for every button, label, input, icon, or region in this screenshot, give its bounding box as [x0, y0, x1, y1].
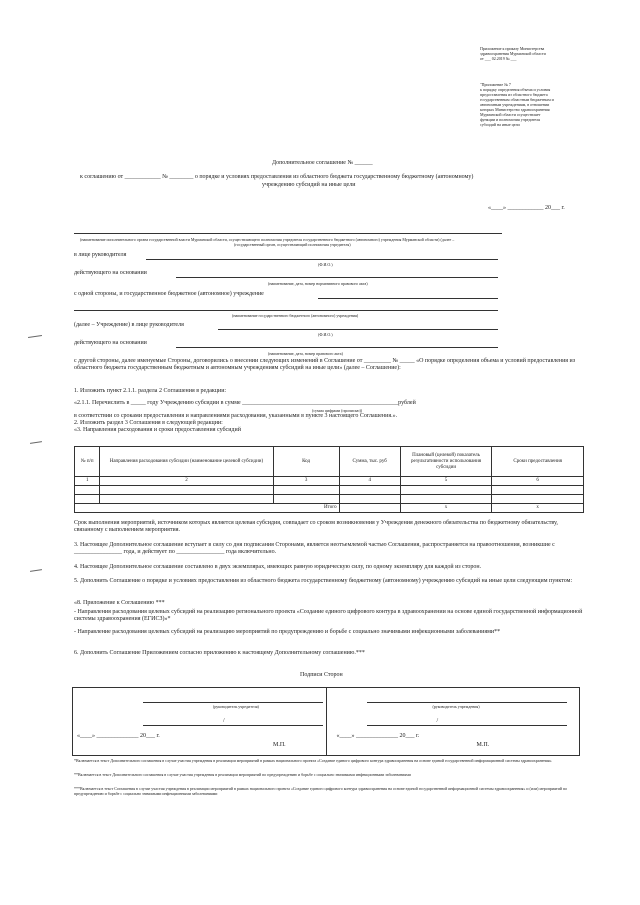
slash-left: /	[223, 718, 225, 724]
institution-line	[318, 298, 498, 299]
item-1: 1. Изложить пункт 2.1.1. раздела 2 Соглашения в редакции:	[74, 388, 227, 394]
sum-caption: (сумма цифрами (прописью))	[312, 408, 363, 413]
signatures-title: Подписи Сторон	[300, 672, 343, 678]
basis-line	[176, 277, 498, 278]
table-total-col5: x	[400, 504, 492, 513]
inst-sign-line	[367, 702, 567, 703]
table-total-label: Итого	[75, 504, 340, 513]
founder-caption-sign: (руководитель учредителя)	[213, 704, 259, 709]
table-header: Плановый (целевой) показатель результативности использования субсидии	[400, 447, 492, 477]
item-6: 6. Дополнить Соглашение Приложением согласно приложению к настоящему Дополнительному соглашению.***	[74, 650, 365, 656]
table-col-number: 2	[100, 477, 273, 486]
table-col-number: 3	[273, 477, 339, 486]
institution-caption: (наименование государственного бюджетного (автономного) учреждения)	[232, 313, 359, 318]
table-row	[75, 495, 584, 504]
institution-line-2	[74, 310, 498, 311]
header-note-line: здравоохранения Мурманской области	[480, 51, 546, 56]
in-person-head: в лице руководителя	[74, 252, 127, 258]
item-5-b: - Направления расходования целевых субсидий на реализацию регионального проекта «Создание единого цифрового контура в здравоохранении на основе единой государственной информационной системы здравоохранения (ЕГИСЗ)»*	[74, 609, 583, 622]
acting-basis-2: действующего на основании	[74, 340, 147, 346]
signatures-table	[72, 687, 580, 756]
founder-mp: М.П.	[273, 742, 286, 748]
institution-caption-sign: (руководитель учреждения)	[432, 704, 480, 709]
doc-subtitle: к соглашению от ____________ № ________ о порядке и условиях предоставления из областного бюджета государственному бюджетному (автономному)	[80, 174, 474, 180]
table-total-col6: x	[492, 504, 584, 513]
footnote-1: *Включается в текст Дополнительного соглашения в случае участия учреждения в реализации мероприятий в рамках национального проекта «Создание единого цифрового контура здравоохранения на основе единой государственной информационной системы здравоохранения»	[74, 758, 552, 763]
form-note-line: которых Министерство здравоохранения	[480, 107, 550, 112]
item-1-text: «2.1.1. Перечислить в _____ году Учреждению субсидии в сумме ____________________________________________________рублей	[74, 400, 416, 406]
header-note-line: от ___ 02.2019 № ___	[480, 56, 517, 61]
founder-caption: (наименование исполнительного органа государственной власти Мурманской области, осуществляющего полномочия учредителя государственного бюджетного (автономного) учреждения Мурманской области) (далее –	[80, 237, 455, 242]
form-note-line: государственным областным бюджетным и	[480, 97, 554, 102]
one-side: с одной стороны, и государственное бюджетное (автономное) учреждение	[74, 291, 264, 297]
table-col-number: 1	[75, 477, 100, 486]
item-5-c: - Направление расходования целевых субсидий на реализацию мероприятий по предупреждению и борьбе с социально значимыми инфекционными заболеваниями**	[74, 629, 501, 635]
signature-cell-founder	[73, 688, 327, 756]
margin-mark	[30, 441, 42, 444]
table-header: Сроки предоставления	[492, 447, 584, 477]
fio-caption: (Ф.И.О.)	[318, 262, 333, 267]
other-side-paragraph: с другой стороны, далее именуемые Стороны, договорились о внесении следующих изменений в Соглашение от _________ № _____ «О порядке определения объема и условий предоставления из областного бюджета государственным бюджетным и автономным учреждениям субсидий на иные цели» (далее – Соглашение):	[74, 358, 576, 371]
form-note-line: функции и полномочия учредителя	[480, 117, 540, 122]
footnote-2: **Включается в текст Дополнительного соглашения в случае участия учреждения в реализации мероприятий по предупреждению и борьбе с социально значимыми инфекционными заболеваниями	[74, 772, 411, 777]
basis-caption: (наименование, дата, номер нормативного правового акта)	[268, 281, 368, 286]
form-note-line: автономным учреждениям, в отношении	[480, 102, 550, 107]
header-note-line: Приложение к приказу Министерства	[480, 46, 545, 51]
table-col-number: 6	[492, 477, 584, 486]
doc-subtitle-cont: учреждению субсидий на иные цели	[262, 182, 356, 188]
founder-line	[74, 233, 502, 234]
founder-sign-line	[143, 702, 323, 703]
form-note-line: предоставления из областного бюджета	[480, 92, 548, 97]
signature-cell-institution	[326, 688, 580, 756]
doc-date: «____» ____________ 20___ г.	[488, 205, 565, 211]
table-header: Направления расходования субсидии (наименование целевой субсидии)	[100, 447, 273, 477]
slash-right: /	[436, 718, 439, 724]
table-col-number: 5	[400, 477, 492, 486]
inst-sign-date: «____» ______________ 20___ г.	[336, 733, 420, 739]
basis-line-2	[176, 347, 498, 348]
head-name-line	[146, 259, 498, 260]
deadline-paragraph: Срок выполнения мероприятий, источником которых является целевая субсидия, совпадает со сроком возникновения у Учреждения денежного обязательства по бюджетному обязательству, связанному с выполнением мероприятия.	[74, 520, 558, 533]
founder-sign-date: «____» ______________ 20___ г.	[77, 733, 160, 739]
item-1-cont: в соответствии со сроками предоставления и направлениями расходования, указанными в пункте 3 настоящего Соглашения.».	[74, 413, 398, 419]
fio-caption-2: (Ф.И.О.)	[318, 332, 333, 337]
inst-sign-line-2	[367, 725, 567, 726]
form-note-line: "Приложение № 7	[480, 82, 511, 87]
subsidy-table	[74, 446, 584, 513]
margin-mark	[28, 335, 42, 338]
table-total-row	[75, 504, 584, 513]
table-header: № п/п	[75, 447, 100, 477]
basis-caption-2: (наименование, дата, номер правового акта)	[268, 351, 343, 356]
inst-head-line	[218, 329, 498, 330]
founder-sign-line-2	[143, 725, 323, 726]
form-note	[480, 82, 554, 127]
footnote-3: ***Включается в текст Соглашения в случае участия учреждения в реализации мероприятий в рамках национального проекта «Создание единого цифрового контура здравоохранения на основе единой государственной информационной системы здравоохранения» и (или) мероприятий по предупреждению и борьбе с социально значимыми инфекционными заболеваниями	[74, 786, 568, 796]
table-col-number: 4	[339, 477, 400, 486]
doc-title: Дополнительное соглашение № ______	[272, 160, 373, 166]
inst-mp: М.П.	[476, 742, 490, 748]
founder-caption-2: (государственный орган, осуществляющий полномочия учредителя)	[234, 242, 351, 247]
form-note-line: к порядку определения объема и условия	[480, 87, 551, 92]
header-note	[480, 46, 546, 61]
hereinafter-institution: (далее – Учреждение) в лице руководителя	[74, 322, 184, 328]
acting-basis: действующего на основании	[74, 270, 147, 276]
item-2-text: «3. Направления расходования и сроки предоставления субсидий	[74, 427, 241, 433]
item-4: 4. Настоящее Дополнительное соглашение составлено в двух экземплярах, имеющих равную юридическую силу, по одному экземпляру для каждой из сторон.	[74, 564, 482, 570]
margin-mark	[30, 569, 42, 572]
table-row	[75, 486, 584, 495]
table-header: Сумма, тыс. руб	[339, 447, 400, 477]
item-3: 3. Настоящее Дополнительное соглашение вступает в силу со дня подписания Сторонами, является неотъемлемой частью Соглашения, распространяется на правоотношения, возникшие с ________________ года, и действует по ________________ года включительно.	[74, 542, 555, 555]
form-note-line: субсидий на иные цели	[480, 122, 520, 127]
item-5-a: «8. Приложение к Соглашению ***	[74, 600, 165, 606]
form-note-line: Мурманской области осуществляет	[480, 112, 541, 117]
item-5: 5. Дополнить Соглашение о порядке и условиях предоставления из областного бюджета государственному бюджетному (автономному) учреждению субсидий на иные цели следующим пунктом:	[74, 578, 573, 584]
item-2: 2. Изложить раздел 3 Соглашения в следующей редакции:	[74, 420, 223, 426]
table-header: Код	[273, 447, 339, 477]
